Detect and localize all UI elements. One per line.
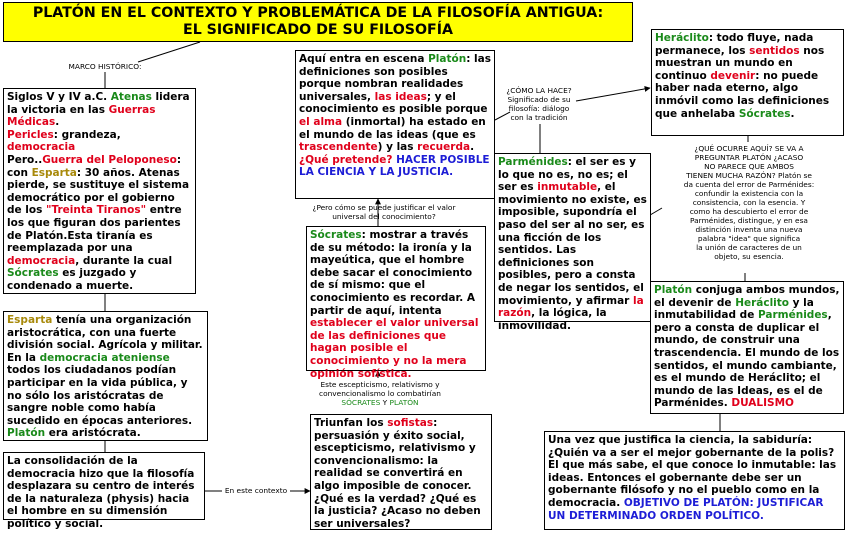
title-line-2: EL SIGNIFICADO DE SU FILOSOFÍA <box>183 22 453 38</box>
note-marco-historico: MARCO HISTÓRICO: <box>68 62 142 71</box>
box-platon-conjuga: Platón conjuga ambos mundos, el devenir de Heráclito y la inmutabilidad de Parménides, pero a consta de duplicar el mundo, de construir una trascendencia. El mundo de los sentidos, el mundo cambiante, es el mundo de Heráclito; el mundo de las Ideas, es el de Parménides. DUALISMO <box>650 281 844 414</box>
box-platon-escena: Aquí entra en escena Platón: las definiciones son posibles porque nombran realidades universales, las ideas; y el conocimiento es posible porque el alma (inmortal) ha estado en el mundo de las ideas (que es trascendente) y las recuerda. ¿Qué pretende? HACER POSIBLE LA CIENCIA Y LA JUSTICIA. <box>295 50 495 199</box>
note-escepticismo: Este escepticismo, relativismo y convencionalismo lo combatirían SÓCRATES Y PLATÓN <box>319 380 441 407</box>
box-siglos: Siglos V y IV a.C. Atenas lidera la victoria en las Guerras Médicas. Pericles: grandeza, democracia Pero..Guerra del Peloponeso: con Esparta: 30 años. Atenas pierde, se sustituye el sistema democrático por el gobierno de los "Treinta Tiranos" entre los que figuran dos parientes de Platón.Esta tiranía es reemplazada por una democracia, durante la cual Sócrates es juzgado y condenado a muerte. <box>3 88 196 294</box>
note-como-la-hace: ¿CÓMO LA HACE? Significado de su filosofía: diálogo con la tradición <box>506 86 572 122</box>
box-heraclito: Heráclito: todo fluye, nada permanece, los sentidos nos muestran un mundo en continuo devenir: no puede haber nada eterno, algo inmóvil como las definiciones que anhelaba Sócrates. <box>651 29 844 136</box>
page-title <box>3 2 633 42</box>
box-justifica-ciencia: Una vez que justifica la ciencia, la sabiduría: ¿Quién va a ser el mejor gobernante de la polis? El que más sabe, el que conoce lo inmutable: las ideas. Entonces el gobernante debe ser un gobernante filósofo y no el pueblo como en la democracia. OBJETIVO DE PLATÓN: JUSTIFICAR UN DETERMINADO ORDEN POLÍTICO. <box>544 431 845 530</box>
box-esparta: Esparta tenía una organización aristocrática, con una fuerte división social. Agrícola y militar. En la democracia ateniense todos los ciudadanos podían participar en la vida pública, y no sólo los aristócratas de sangre noble como había sucedido en épocas anteriores. Platón era aristócrata. <box>3 311 208 441</box>
note-que-ocurre: ¿QUÉ OCURRE AQUÍ? SE VA A PREGUNTAR PLATÓN ¿ACASO NO PARECE QUE AMBOS TIENEN MUCHA RAZÓN? Platón se da cuenta del error de Parménides: confundir la existencia con la consistencia, con la esencia. Y como ha descubierto el error de Parménides, distingue, y en esa distinción inventa una nueva palabra "idea" que significa la unión de caracteres de un objeto, su esencia. <box>683 144 815 261</box>
box-sofistas: Triunfan los sofistas: persuasión y éxito social, escepticismo, relativismo y convencionalismo: la realidad se convertirá en algo imposible de conocer. ¿Qué es la verdad? ¿Qué es la justicia? ¿Acaso no deben ser universales? <box>310 414 492 530</box>
line-title-marco <box>138 42 200 62</box>
box-parmenides: Parménides: el ser es y lo que no es, no es; el ser es inmutable, el movimiento no existe, es imposible, supondría el paso del ser al no ser, es una ficción de los sentidos. Las definiciones son posibles, pero a consta de negar los sentidos, el movimiento, y afirmar la razón, la lógica, la inmovilidad. <box>494 153 651 322</box>
note-pero-como: ¿Pero cómo se puede justificar el valor universal del conocimiento? <box>312 203 456 221</box>
arrow-como-heraclito <box>576 88 650 101</box>
box-socrates: Sócrates: mostrar a través de su método: la ironía y la mayeútica, que el hombre debe sacar el conocimiento de sí mismo: que el conocimiento es recordar. A partir de aquí, intenta establecer el valor universal de las definiciones que hagan posible el conocimiento y no la mera opinión sofística. <box>306 226 486 371</box>
title-line-1: PLATÓN EN EL CONTEXTO Y PROBLEMÁTICA DE LA FILOSOFÍA ANTIGUA: <box>32 5 604 21</box>
note-en-este-contexto: En este contexto <box>224 486 288 495</box>
box-consolidacion: La consolidación de la democracia hizo que la filosofía desplazara su centro de interés de la naturaleza (physis) hacia el hombre en su dimensión político y social. <box>3 452 205 520</box>
